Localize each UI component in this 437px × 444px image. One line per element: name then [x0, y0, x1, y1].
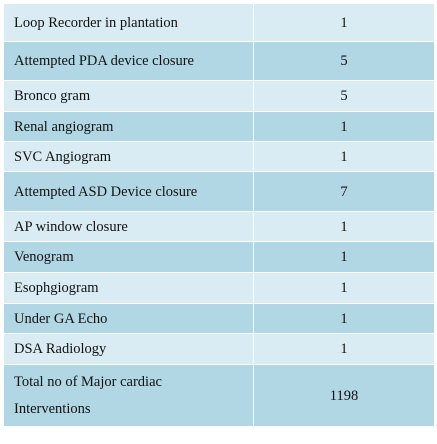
procedure-cell: Loop Recorder in plantation	[4, 4, 254, 42]
procedure-cell: AP window closure	[4, 212, 254, 242]
table-row	[4, 42, 435, 81]
table-row	[4, 242, 435, 273]
count-cell: 1	[254, 273, 435, 304]
total-label-cell	[4, 365, 254, 427]
table-row	[4, 112, 435, 142]
table-row	[4, 273, 435, 304]
table-row	[4, 81, 435, 112]
total-label-line2: Interventions	[14, 400, 91, 417]
count-cell: 5	[254, 42, 435, 81]
total-row	[4, 365, 435, 427]
count-cell: 1	[254, 334, 435, 365]
table-row	[4, 304, 435, 334]
procedure-cell: Bronco gram	[4, 81, 254, 112]
total-label-line1: Total no of Major cardiac	[14, 373, 162, 390]
procedure-cell: Esophgiogram	[4, 273, 254, 304]
count-cell: 1	[254, 242, 435, 273]
table-row	[4, 334, 435, 365]
count-cell: 1	[254, 304, 435, 334]
procedure-cell: Venogram	[4, 242, 254, 273]
count-cell: 1	[254, 142, 435, 172]
count-cell: 7	[254, 172, 435, 212]
procedure-cell: Attempted PDA device closure	[4, 42, 254, 81]
table-row	[4, 212, 435, 242]
procedure-cell: Attempted ASD Device closure	[4, 172, 254, 212]
procedure-cell: Renal angiogram	[4, 112, 254, 142]
count-cell: 1	[254, 4, 435, 42]
table-row	[4, 4, 435, 42]
procedures-table	[3, 3, 435, 427]
procedure-cell: SVC Angiogram	[4, 142, 254, 172]
table-row	[4, 142, 435, 172]
total-count-cell: 1198	[254, 365, 435, 427]
count-cell: 1	[254, 212, 435, 242]
count-cell: 5	[254, 81, 435, 112]
count-cell: 1	[254, 112, 435, 142]
table-row	[4, 172, 435, 212]
procedure-cell: Under GA Echo	[4, 304, 254, 334]
procedure-cell: DSA Radiology	[4, 334, 254, 365]
